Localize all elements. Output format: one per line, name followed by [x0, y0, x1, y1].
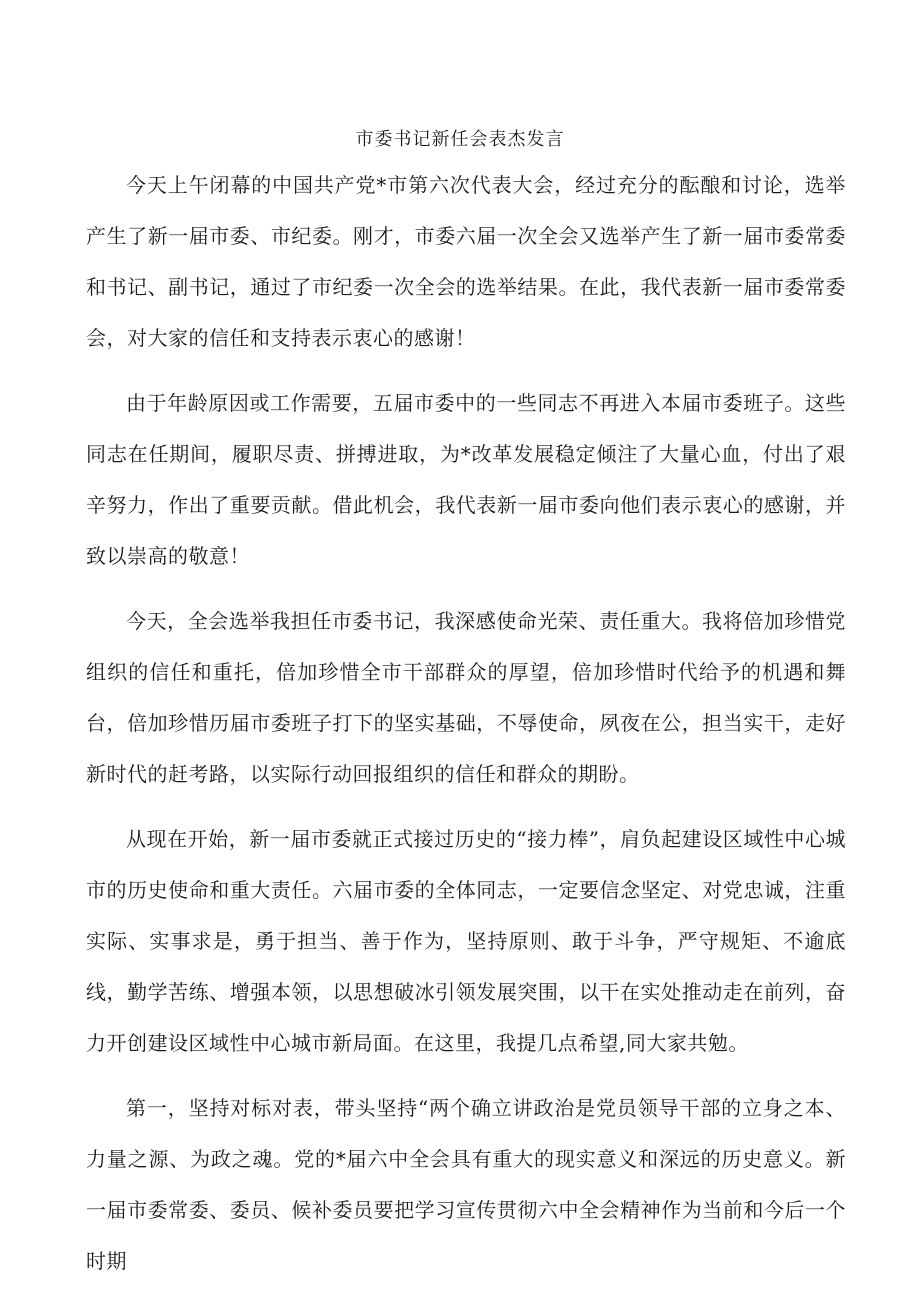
paragraph-2: 由于年龄原因或工作需要，五届市委中的一些同志不再进入本届市委班子。这些同志在任期间，履职尽责、拼搏进取，为*改革发展稳定倾注了大量心血，付出了艰辛努力，作出了重要贡献。借此机会，我代表新一届市委向他们表示衷心的感谢，并致以崇高的敬意！ — [86, 391, 846, 568]
paragraph-1: 今天上午闭幕的中国共产党*市第六次代表大会，经过充分的酝酿和讨论，选举产生了新一届市委、市纪委。刚才，市委六届一次全会又选举产生了新一届市委常委和书记、副书记，通过了市纪委一次全会的选举结果。在此，我代表新一届市委常委会，对大家的信任和支持表示衷心的感谢！ — [86, 173, 846, 350]
document-body — [86, 160, 846, 1301]
paragraph-3: 今天，全会选举我担任市委书记，我深感使命光荣、责任重大。我将倍加珍惜党组织的信任和重托，倍加珍惜全市干部群众的厚望，倍加珍惜时代给予的机遇和舞台，倍加珍惜历届市委班子打下的坚实基础，不辱使命，夙夜在公，担当实干，走好新时代的赶考路，以实际行动回报组织的信任和群众的期盼。 — [86, 609, 846, 786]
document-title: 市委书记新任会表杰发言 — [355, 129, 565, 150]
paragraph-5: 第一，坚持对标对表，带头坚持“两个确立讲政治是党员领导干部的立身之本、力量之源、为政之魂。党的*届六中全会具有重大的现实意义和深远的历史意义。新一届市委常委、委员、候补委员要把学习宣传贯彻六中全会精神作为当前和今后一个时期 — [86, 1096, 846, 1273]
paragraph-4: 从现在开始，新一届市委就正式接过历史的“接力棒”，肩负起建设区域性中心城市的历史使命和重大责任。六届市委的全体同志，一定要信念坚定、对党忠诚，注重实际、实事求是，勇于担当、善于作为，坚持原则、敢于斗争，严守规矩、不逾底线，勤学苦练、增强本领，以思想破冰引领发展突围，以干在实处推动走在前列，奋力开创建设区域性中心城市新局面。在这里，我提几点希望,同大家共勉。 — [86, 827, 846, 1055]
